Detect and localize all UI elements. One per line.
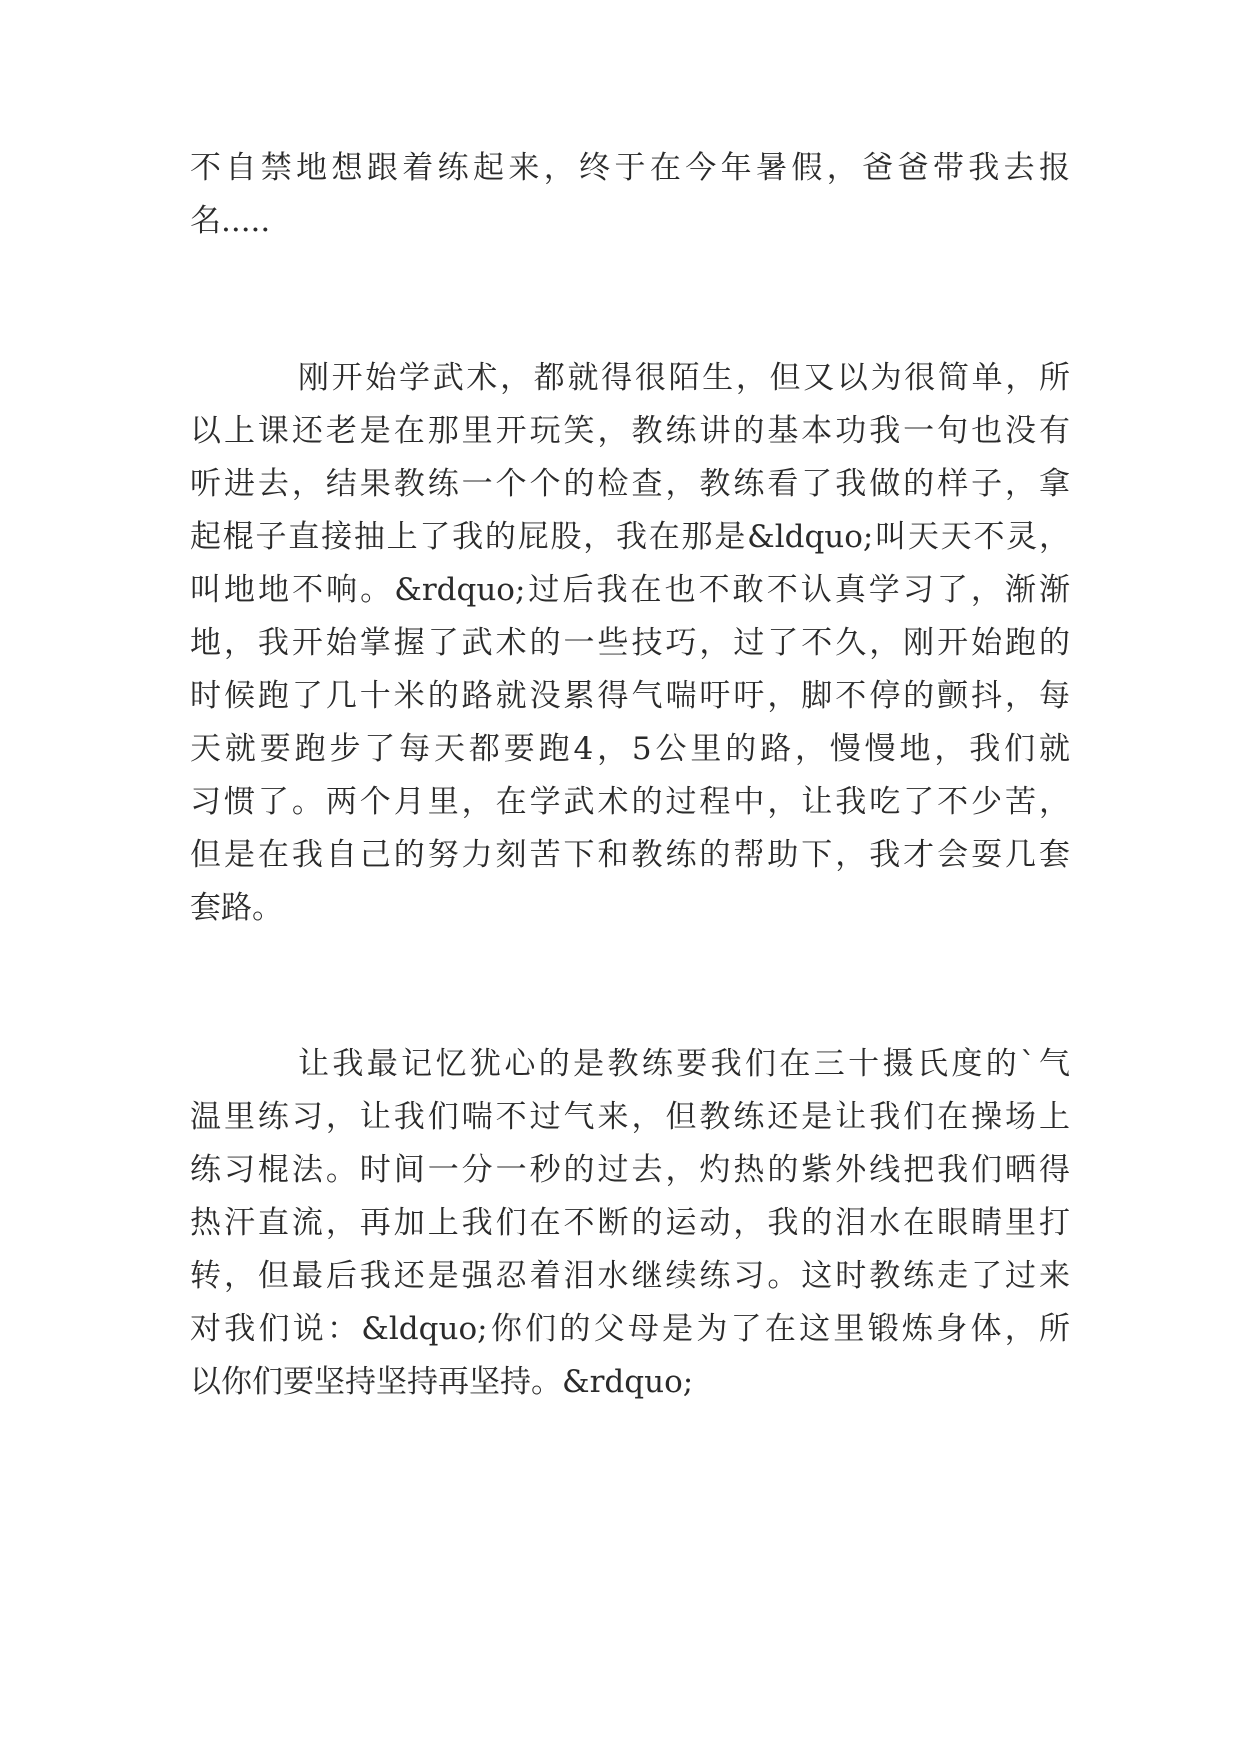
paragraph-3-line-5: 转，但最后我还是强忍着泪水继续练习。这时教练走了过来 <box>190 1258 1070 1294</box>
paragraph-1-line-2: 名..... <box>190 203 271 239</box>
paragraph-2-line-11: 套路。 <box>190 890 283 926</box>
paragraph-3-line-6: 对我们说：&ldquo;你们的父母是为了在这里锻炼身体，所 <box>190 1311 1070 1347</box>
paragraph-2-line-10: 但是在我自己的努力刻苦下和教练的帮助下，我才会耍几套 <box>190 837 1070 873</box>
paragraph-2-line-5: 叫地地不响。&rdquo;过后我在也不敢不认真学习了，渐渐 <box>190 572 1070 608</box>
paragraph-2-line-7: 时候跑了几十米的路就没累得气喘吁吁，脚不停的颤抖，每 <box>190 678 1070 714</box>
paragraph-2-line-4: 起棍子直接抽上了我的屁股，我在那是&ldquo;叫天天不灵， <box>190 519 1070 555</box>
paragraph-3-line-3: 练习棍法。时间一分一秒的过去，灼热的紫外线把我们晒得 <box>190 1152 1070 1188</box>
paragraph-2-line-3: 听进去，结果教练一个个的检查，教练看了我做的样子，拿 <box>190 466 1070 502</box>
paragraph-3-line-4: 热汗直流，再加上我们在不断的运动，我的泪水在眼睛里打 <box>190 1205 1070 1241</box>
paragraph-2-line-6: 地，我开始掌握了武术的一些技巧，过了不久，刚开始跑的 <box>190 625 1070 661</box>
paragraph-3-line-2: 温里练习，让我们喘不过气来，但教练还是让我们在操场上 <box>190 1099 1070 1135</box>
paragraph-3-line-7: 以你们要坚持坚持再坚持。&rdquo; <box>190 1364 694 1400</box>
paragraph-2-line-9: 习惯了。两个月里，在学武术的过程中，让我吃了不少苦， <box>190 784 1070 820</box>
paragraph-2-line-2: 以上课还老是在那里开玩笑，教练讲的基本功我一句也没有 <box>190 413 1070 449</box>
paragraph-1-line-1: 不自禁地想跟着练起来，终于在今年暑假，爸爸带我去报 <box>190 150 1070 186</box>
paragraph-2-line-8: 天就要跑步了每天都要跑4，5公里的路，慢慢地，我们就 <box>190 731 1070 767</box>
paragraph-3-line-1: 让我最记忆犹心的是教练要我们在三十摄氏度的`气 <box>298 1046 1070 1082</box>
paragraph-2-line-1: 刚开始学武术，都就得很陌生，但又以为很简单，所 <box>298 360 1070 396</box>
